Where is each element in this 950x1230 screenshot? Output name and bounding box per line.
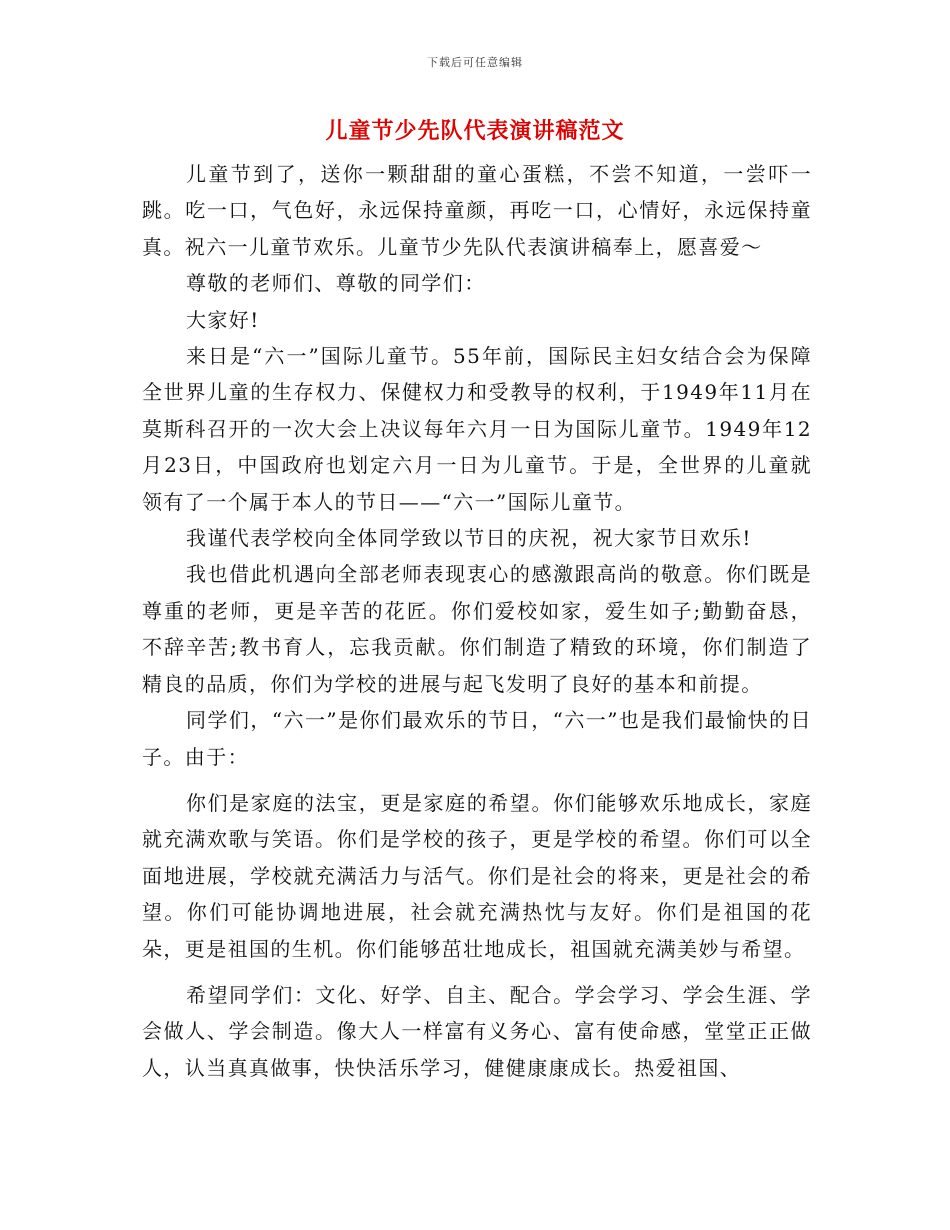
paragraph-congratulation: 我谨代表学校向全体同学致以节日的庆祝，祝大家节日欢乐! (186, 526, 752, 551)
paragraph-teachers: 我也借此机遇向全部老师表现衷心的感激跟高尚的敬意。你们既是尊重的老师，更是辛苦的花匠。你们爱校如家，爱生如子;勤勤奋恳，不辞辛苦;教书育人，忘我贡献。你们制造了精致的环境，你们制造了精良的品质，你们为学校的进展与起飞发明了良好的基本和前提。 (142, 562, 812, 696)
paragraph-greeting: 大家好! (186, 307, 260, 332)
header-note: 下载后可任意编辑 (427, 56, 523, 69)
paragraph-hopes: 你们是家庭的法宝，更是家庭的希望。你们能够欢乐地成长，家庭就充满欢歌与笑语。你们是学校的孩子，更是学校的希望。你们可以全面地进展，学校就充满活力与活气。你们是社会的将来，更是社会的希望。你们可能协调地进展，社会就充满热忱与友好。你们是祖国的花朵，更是祖国的生机。你们能够茁壮地成长，祖国就充满美妙与希望。 (142, 790, 812, 961)
document-title: 儿童节少先队代表演讲稿范文 (325, 118, 625, 144)
paragraph-wishes: 希望同学们：文化、好学、自主、配合。学会学习、学会生涯、学会做人、学会制造。像大人一样富有义务心、富有使命感，堂堂正正做人，认当真真做事，快快活乐学习，健健康康成长。热爱祖国、 (142, 982, 812, 1080)
document-body (142, 156, 812, 1086)
paragraph-students: 同学们，“六一”是你们最欢乐的节日，“六一”也是我们最愉快的日子。由于： (142, 708, 812, 769)
paragraph-history: 来日是“六一”国际儿童节。55年前，国际民主妇女结合会为保障全世界儿童的生存权力、保健权力和受教导的权利，于1949年11月在莫斯科召开的一次大会上决议每年六月一日为国际儿童节。1949年12月23日，中国政府也划定六月一日为儿童节。于是，全世界的儿童就领有了一个属于本人的节日——“六一”国际儿童节。 (142, 344, 812, 514)
paragraph-intro: 儿童节到了，送你一颗甜甜的童心蛋糕，不尝不知道，一尝吓一跳。吃一口，气色好，永远保持童颜，再吃一口，心情好，永远保持童真。祝六一儿童节欢乐。儿童节少先队代表演讲稿奉上，愿喜爱～ (142, 162, 812, 259)
paragraph-salutation: 尊敬的老师们、尊敬的同学们： (186, 271, 486, 296)
